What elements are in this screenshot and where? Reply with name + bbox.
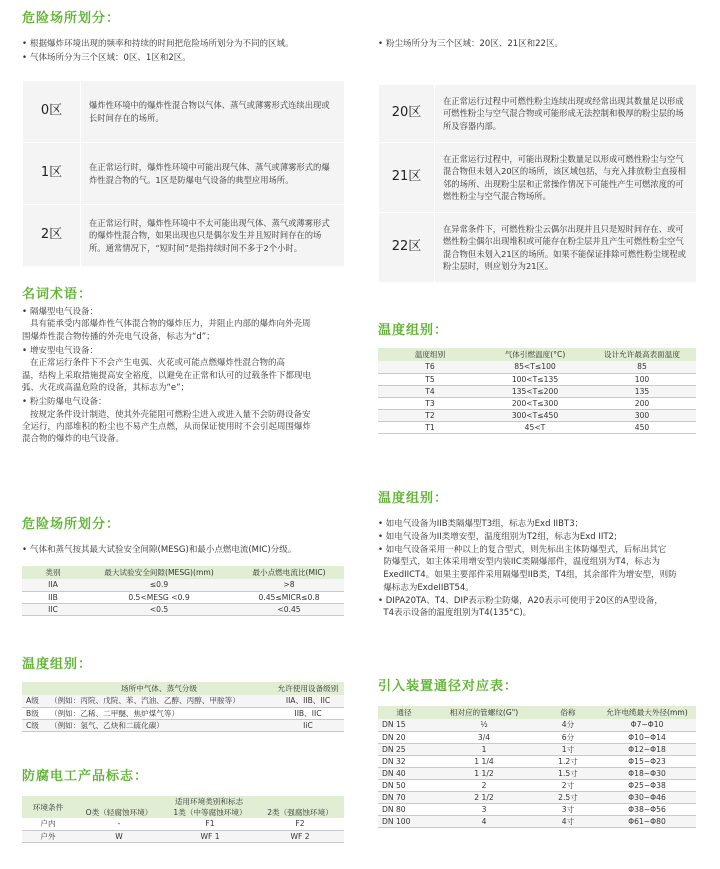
cell: DN 15	[378, 719, 430, 731]
col-header: 场所中气体、蒸气分级	[46, 682, 272, 695]
mesg-table	[22, 566, 344, 616]
cell: ½	[430, 719, 538, 731]
col-header: 气体引燃温度(°C)	[482, 348, 588, 361]
cell: 户内	[22, 818, 74, 830]
zone-description: 在异常条件下，可燃性粉尘云偶尔出现并且只是短时间存在、或可燃性粉尘偶尔出现堆积或可能存在粉尘层并且产生可燃性粉尘空气混合物但未划入21区的场所。如果不能保证排除可燃性粉尘规程或粉尘层时，则应划分为21区。	[435, 213, 697, 283]
cell: IIB	[22, 591, 84, 603]
cell: 0.5<MESG <0.9	[84, 591, 234, 603]
cell: 1 1/2	[430, 767, 538, 779]
table-row	[378, 373, 696, 385]
cell: 2 1/2	[430, 791, 538, 803]
cell: 3	[430, 803, 538, 815]
cell: Φ61~Φ80	[598, 815, 696, 827]
col-header: 温度组别	[378, 348, 482, 361]
col-header: 环境条件	[22, 796, 74, 818]
cell: 4寸	[538, 815, 598, 827]
cell: ≤0.9	[84, 579, 234, 591]
cell: 300	[588, 409, 696, 421]
cell: 450	[588, 421, 696, 433]
cell: >8	[234, 579, 344, 591]
table-row	[378, 755, 696, 767]
hazard-area-title-2: 危险场所划分：	[22, 517, 121, 532]
cell: Φ12~Φ18	[598, 743, 696, 755]
anticorrosion-title: 防腐电工产品标志：	[22, 769, 149, 784]
mesg-mic-bullet: • 气体和蒸气按其最大试验安全间隙(MESG)和最小点燃电流(MIC)分级。	[22, 544, 296, 556]
terms-list	[22, 306, 352, 445]
cell: 85<T≤100	[482, 361, 588, 373]
cell: 3寸	[538, 803, 598, 815]
cell: 6分	[538, 731, 598, 743]
zone-label: 20区	[379, 85, 435, 143]
temp-group-title-left: 温度组别：	[22, 657, 93, 672]
cell: Φ15~Φ23	[598, 755, 696, 767]
gas-class-table	[22, 682, 344, 732]
table-row	[378, 791, 696, 803]
cell: DN 40	[378, 767, 430, 779]
hazard-bullet-gas-zones: • 气体场所分为三个区域：0区、1区和2区。	[22, 52, 191, 64]
cell: Φ30~Φ46	[598, 791, 696, 803]
cell: 4分	[538, 719, 598, 731]
zone-description: 在正常运行时，爆炸性环境中可能出现气体、蒸气或薄雾形式的爆炸性混合物的气。1区是防爆电气设备的典型应用场所。	[81, 143, 345, 205]
cell: T5	[378, 373, 482, 385]
col-header: 相对应的管螺纹(G")	[430, 706, 538, 719]
cell: 135<T≤200	[482, 385, 588, 397]
cell: Φ10~Φ14	[598, 731, 696, 743]
cell: T6	[378, 361, 482, 373]
table-row	[22, 579, 344, 591]
cell: T1	[378, 421, 482, 433]
cell: T2	[378, 409, 482, 421]
cell: 100	[588, 373, 696, 385]
cell: （例如：乙稀、二甲醚、焦炉煤气等）	[46, 707, 272, 719]
gas-zone-row	[23, 143, 345, 205]
cell: 0.45≤MICR≤0.8	[234, 591, 344, 603]
table-row	[378, 385, 696, 397]
cell: IIA、IIB、IIC	[272, 695, 344, 707]
table-row	[22, 830, 344, 842]
note-line: 爆标志为ExdeIIBT54。	[378, 582, 474, 593]
table-row	[378, 803, 696, 815]
col-header	[22, 682, 46, 695]
table-row	[22, 719, 344, 731]
note-line: ExedIICT4。如果主要部件采用隔爆型IIB类，T4组，其余部件为增安型，则防	[378, 570, 677, 580]
cell: IIB、IIC	[272, 707, 344, 719]
col-header: 类别	[22, 566, 84, 579]
cell: -	[74, 818, 164, 830]
temp-group-notes-title: 温度组别：	[378, 491, 449, 506]
col-header: 允许使用设备级别	[272, 682, 344, 695]
dust-zones-bullet: • 粉尘场所分为三个区域：20区、21区和22区。	[378, 38, 563, 50]
cell: A级	[22, 695, 46, 707]
cell: F1	[164, 818, 256, 830]
term-line: 弧、火花或高温危险的设备，其标志为“e”；	[22, 382, 190, 393]
gas-zone-row	[23, 205, 345, 267]
cell: 1寸	[538, 743, 598, 755]
table-row	[22, 818, 344, 830]
dust-zone-row	[379, 143, 697, 213]
term-name: • 粉尘防爆电气设备：	[22, 396, 352, 408]
col-header: 2类（强腐蚀环境）	[256, 807, 344, 818]
dust-zone-row	[379, 213, 697, 283]
table-row	[22, 591, 344, 603]
cell: Φ7~Φ10	[598, 719, 696, 731]
cell: T3	[378, 397, 482, 409]
zone-description: 在正常运行过程中可燃性粉尘连续出现或经常出现其数量足以形成可燃性粉尘与空气混合物或可能形成无法控制和极厚的粉尘层的场所及容器内部。	[435, 85, 697, 143]
table-row	[378, 409, 696, 421]
note-line: • 如电气设备为II类增安型，温度组别为T2组，标志为Exd IIT2;	[378, 531, 617, 542]
col-header: 通径	[378, 706, 430, 719]
table-row	[378, 779, 696, 791]
col-header: 设计允许最高表面温度	[588, 348, 696, 361]
table-row	[22, 695, 344, 707]
cell: DN 70	[378, 791, 430, 803]
hazard-bullet-frequency: • 根据爆炸环境出现的频率和持续的时间把危险场所划分为不同的区域。	[22, 38, 294, 50]
cell: 4	[430, 815, 538, 827]
cell: IIC	[22, 603, 84, 615]
term-line: 全运行，内部堆积的粉尘也不易产生点燃，从而保证使用时不会引起周围爆炸	[22, 421, 312, 432]
note-line: T4表示设备的温度组别为T4(135°C)。	[378, 608, 532, 619]
col-header: 俗称	[538, 706, 598, 719]
cell: 1	[430, 743, 538, 755]
table-row	[378, 731, 696, 743]
cell: <0.5	[84, 603, 234, 615]
zone-label: 22区	[379, 213, 435, 283]
cell: 100<T≤135	[482, 373, 588, 385]
cell: 1 1/4	[430, 755, 538, 767]
cell: Φ25~Φ38	[598, 779, 696, 791]
cell: 45<T	[482, 421, 588, 433]
cell: 2	[430, 779, 538, 791]
cell: T4	[378, 385, 482, 397]
col-header: 最小点燃电流比(MIC)	[234, 566, 344, 579]
cell: F2	[256, 818, 344, 830]
cell: 户外	[22, 830, 74, 842]
terms-title: 名词术语：	[22, 287, 93, 302]
cell: DN 20	[378, 731, 430, 743]
cell: 2寸	[538, 779, 598, 791]
dust-zone-row	[379, 85, 697, 143]
note-line: • 如电气设备采用一种以上的复合型式，则先标出主体防爆型式，后标出其它	[378, 544, 667, 555]
table-row	[378, 815, 696, 827]
cell: Φ38~Φ56	[598, 803, 696, 815]
cell: C级	[22, 719, 46, 731]
term-line: 具有能承受内部爆炸性气体混合物的爆炸压力，并阻止内部的爆炸向外壳周	[30, 319, 311, 330]
zone-description: 在正常运行时，爆炸性环境中不太可能出现气体、蒸气或薄雾形式的爆炸性混合物，如果出现也只是偶尔发生并且短时间存在的场所。通常情况下，“短时间”是指持续时间不多于2个小时。	[81, 205, 345, 267]
cell: （例如：氢气、乙炔和二硫化碳）	[46, 719, 272, 731]
hazard-area-title: 危险场所划分：	[22, 11, 121, 26]
cell: 1.5寸	[538, 767, 598, 779]
gas-zone-table	[22, 80, 345, 267]
note-line: • 如电气设备为IIB类隔爆型T3组，标志为Exd IIBT3；	[378, 519, 584, 529]
cell: 200<T≤300	[482, 397, 588, 409]
table-row	[378, 719, 696, 731]
temp-group-notes	[378, 518, 698, 620]
term-line: 混合物的爆炸的电气设备。	[22, 434, 125, 445]
note-line: • DIPA20TA、T4、DIP表示粉尘防爆，A20表示可使用于20区的A型设备，	[378, 595, 663, 606]
cell: Φ18~Φ30	[598, 767, 696, 779]
cell: WF 1	[164, 830, 256, 842]
cell: 3/4	[430, 731, 538, 743]
cell: 2.5寸	[538, 791, 598, 803]
cell: DN 80	[378, 803, 430, 815]
cell: 200	[588, 397, 696, 409]
cell: DN 25	[378, 743, 430, 755]
cell: WF 2	[256, 830, 344, 842]
col-header: O类（轻腐蚀环境）	[74, 807, 164, 818]
temp-group-title-right: 温度组别：	[378, 323, 449, 338]
conduit-table	[378, 706, 696, 828]
cell: DN 50	[378, 779, 430, 791]
cell: 300<T≤450	[482, 409, 588, 421]
table-row	[22, 603, 344, 615]
table-row	[22, 707, 344, 719]
gas-zone-row	[23, 81, 345, 143]
col-header: 适用环境类别和标志	[74, 796, 344, 807]
zone-description: 在正常运行过程中，可能出现粉尘数量足以形成可燃性粉尘与空气混合物但未划入20区的场所，该区域包括，与充入排放粉尘直接相邻的场所、出现粉尘层和正常操作情况下可能性产生可燃浓度的可燃性粉尘与空气混合物场所。	[435, 143, 697, 213]
term-line: 围爆炸性混合物传播的外壳电气设备，标志为“d”；	[22, 331, 215, 342]
zone-label: 21区	[379, 143, 435, 213]
zone-label: 2区	[23, 205, 81, 267]
cell: 135	[588, 385, 696, 397]
anticorrosion-table	[22, 796, 344, 843]
zone-description: 爆炸性环境中的爆炸性混合物以气体、蒸气或薄雾形式连续出现或长时间存在的场所。	[81, 81, 345, 143]
table-row	[378, 767, 696, 779]
cell: DN 100	[378, 815, 430, 827]
note-line: 防爆型式，如主体采用增安型内装IIC类隔爆部件，温度组别为T4，标志为	[378, 557, 660, 568]
zone-label: 1区	[23, 143, 81, 205]
cell: DN 32	[378, 755, 430, 767]
cell: IIA	[22, 579, 84, 591]
dust-zone-table	[378, 84, 697, 283]
table-row	[378, 397, 696, 409]
term-line: 在正常运行条件下不会产生电弧、火花或可能点燃爆炸性混合物的高	[30, 358, 286, 369]
term-line: 按规定条件设计制造，使其外壳能阻可燃粉尘进入或进入量不会防碍设备安	[30, 409, 311, 420]
cell: W	[74, 830, 164, 842]
cell: IiC	[272, 719, 344, 731]
zone-label: 0区	[23, 81, 81, 143]
cell: B级	[22, 707, 46, 719]
col-header: 允许电缆最大外径(mm)	[598, 706, 696, 719]
col-header: 1类（中等腐蚀环境）	[164, 807, 256, 818]
cell: <0.45	[234, 603, 344, 615]
term-name: • 增安型电气设备：	[22, 345, 352, 357]
cell: 1.2寸	[538, 755, 598, 767]
table-row	[378, 361, 696, 373]
col-header: 最大试验安全间隙(MESG)(mm)	[84, 566, 234, 579]
temperature-class-table	[378, 348, 696, 434]
table-row	[378, 421, 696, 433]
term-name: • 隔爆型电气设备：	[22, 306, 352, 318]
cell: （例如：丙院、戊院、苯、汽油、乙醇、丙醇、甲胺等）	[46, 695, 272, 707]
table-row	[378, 743, 696, 755]
conduit-title: 引入装置通径对应表：	[378, 679, 519, 694]
cell: 85	[588, 361, 696, 373]
term-line: 温，结构上采取措施提高安全裕度，以避免在正常和认可的过载条件下都现电	[22, 370, 312, 381]
